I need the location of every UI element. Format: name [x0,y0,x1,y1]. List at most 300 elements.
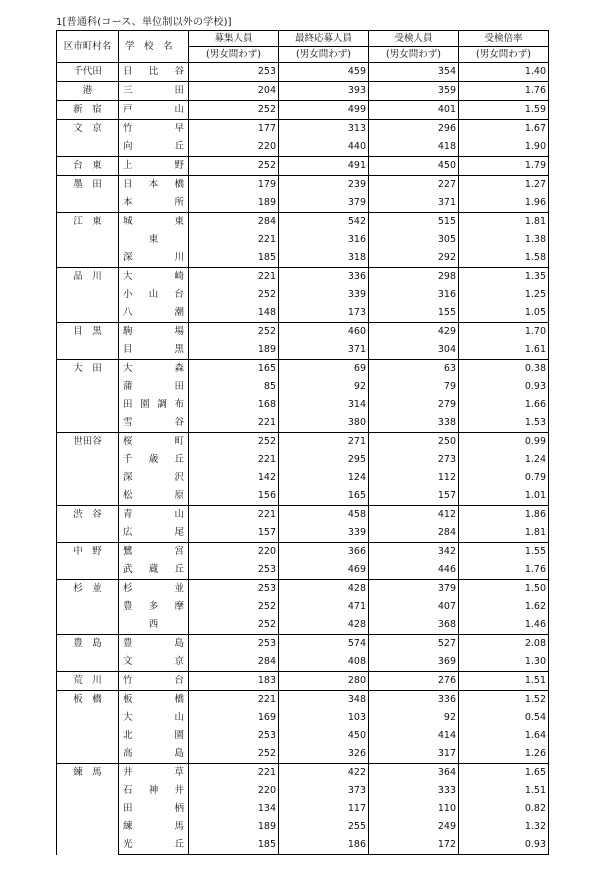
school-name [119,691,189,710]
school-name-char: 田 [123,803,133,814]
school-name-char: 山 [174,509,184,520]
ratio-cell: 1.38 [459,231,549,249]
school-name-char: 大 [123,363,133,374]
school-name-char: 町 [174,436,184,447]
applicants-cell: 393 [279,82,369,101]
applicants-cell: 186 [279,836,369,855]
capacity-cell: 165 [189,360,279,379]
ratio-cell: 1.51 [459,782,549,800]
ward-name: 世田谷 [57,433,119,506]
examinees-cell: 401 [369,101,459,120]
ratio-cell: 1.51 [459,672,549,691]
ratio-cell: 1.25 [459,286,549,304]
ratio-cell: 0.93 [459,378,549,396]
table-row [57,268,549,287]
examinees-cell: 292 [369,249,459,268]
school-name-char: 三 [123,85,133,96]
ratio-cell: 1.67 [459,120,549,139]
school-name [119,341,189,360]
examinees-cell: 317 [369,745,459,764]
applicants-cell: 239 [279,176,369,195]
school-name-char: 広 [123,527,133,538]
school-name-char: 山 [174,712,184,723]
ratio-cell: 1.62 [459,598,549,616]
applicants-cell: 574 [279,635,369,654]
examinees-cell: 250 [369,433,459,452]
school-name-char: 蔵 [148,564,159,575]
school-name [119,286,189,304]
capacity-cell: 185 [189,836,279,855]
school-name-char: 園 [140,399,150,410]
school-name-char: 西 [148,619,159,630]
school-name-char: 小 [123,289,133,300]
applicants-cell: 280 [279,672,369,691]
capacity-cell: 253 [189,561,279,580]
examinees-cell: 338 [369,414,459,433]
capacity-cell: 204 [189,82,279,101]
examinees-cell: 296 [369,120,459,139]
school-name-char: 丘 [174,839,184,850]
applicants-cell: 450 [279,727,369,745]
applicants-cell: 366 [279,543,369,562]
ratio-cell: 1.24 [459,451,549,469]
school-name-char: 桜 [123,436,133,447]
ratio-cell: 2.08 [459,635,549,654]
capacity-cell: 252 [189,433,279,452]
applicants-cell: 295 [279,451,369,469]
school-name [119,268,189,287]
examinees-cell: 515 [369,213,459,232]
school-name [119,396,189,414]
capacity-cell: 221 [189,231,279,249]
ratio-cell: 1.55 [459,543,549,562]
school-name [119,561,189,580]
table-row [57,635,549,654]
school-name-char: 森 [174,363,184,374]
school-name-char: 文 [123,656,133,667]
applicants-cell: 460 [279,323,369,342]
school-name [119,672,189,691]
ratio-cell: 1.53 [459,414,549,433]
school-name-char: 谷 [174,66,184,77]
capacity-cell: 183 [189,672,279,691]
school-name-char: 丘 [174,454,184,465]
capacity-cell: 253 [189,580,279,599]
school-name-char: 松 [123,490,133,501]
applicants-cell: 469 [279,561,369,580]
table-row [57,396,549,414]
ward-name: 目 黒 [57,323,119,360]
examinees-cell: 379 [369,580,459,599]
table-row [57,176,549,195]
applicants-cell: 255 [279,818,369,836]
examinees-cell: 273 [369,451,459,469]
capacity-cell: 134 [189,800,279,818]
school-name-char: 橋 [174,694,184,705]
school-name-char: 田 [123,399,133,410]
school-name-char: 日 [123,179,133,190]
ward-name: 品 川 [57,268,119,323]
school-name [119,249,189,268]
capacity-cell: 157 [189,524,279,543]
ratio-cell: 0.82 [459,800,549,818]
school-name-char: 島 [174,638,184,649]
capacity-cell: 221 [189,691,279,710]
examinees-cell: 157 [369,487,459,506]
capacity-cell: 252 [189,616,279,635]
school-name-char: 野 [174,160,184,171]
school-name-char: 竹 [123,675,133,686]
school-name-char: 雪 [123,417,133,428]
capacity-cell: 156 [189,487,279,506]
examinees-cell: 364 [369,764,459,783]
examinees-cell: 304 [369,341,459,360]
school-name [119,524,189,543]
capacity-cell: 284 [189,213,279,232]
examinees-cell: 368 [369,616,459,635]
header-capacity-sub: (男女問わず) [189,47,279,63]
examinees-cell: 112 [369,469,459,487]
school-name [119,487,189,506]
school-name-char: 大 [123,712,133,723]
capacity-cell: 252 [189,286,279,304]
school-name-char: 島 [174,748,184,759]
examinees-cell: 450 [369,157,459,176]
school-name-char: 井 [174,785,184,796]
examinees-cell: 359 [369,82,459,101]
school-name-char: 谷 [174,417,184,428]
capacity-cell: 253 [189,635,279,654]
table-row [57,451,549,469]
school-name-char: 日 [123,66,133,77]
school-name-char: 深 [123,472,133,483]
school-name [119,194,189,213]
applicants-cell: 117 [279,800,369,818]
applicants-cell: 173 [279,304,369,323]
school-name [119,157,189,176]
school-name-char: 戸 [123,104,133,115]
table-row [57,194,549,213]
capacity-cell: 189 [189,341,279,360]
table-row [57,120,549,139]
table-row [57,543,549,562]
school-name [119,213,189,232]
ratio-cell: 1.90 [459,138,549,157]
school-name-char: 上 [123,160,133,171]
applicants-cell: 103 [279,709,369,727]
school-name-char: 大 [123,271,133,282]
applicants-cell: 124 [279,469,369,487]
ratio-cell: 0.38 [459,360,549,379]
table-row [57,323,549,342]
applicants-cell: 326 [279,745,369,764]
table-row [57,691,549,710]
school-name [119,635,189,654]
applicants-cell: 336 [279,268,369,287]
capacity-cell: 221 [189,506,279,525]
capacity-cell: 220 [189,138,279,157]
table-body [57,63,549,855]
examinees-cell: 446 [369,561,459,580]
ratio-cell: 1.59 [459,101,549,120]
applicants-cell: 408 [279,653,369,672]
school-name-char: 光 [123,839,133,850]
applicants-cell: 428 [279,580,369,599]
header-examinees-sub: (男女問わず) [369,47,459,63]
ratio-cell: 0.99 [459,433,549,452]
applicants-cell: 92 [279,378,369,396]
ward-name: 杉 並 [57,580,119,635]
school-name [119,598,189,616]
capacity-cell: 253 [189,727,279,745]
ratio-cell: 1.40 [459,63,549,82]
table-header [57,31,549,63]
school-name-char: 台 [174,675,184,686]
table-row [57,616,549,635]
school-name [119,451,189,469]
table-row [57,82,549,101]
table-row [57,745,549,764]
school-name-char: 潮 [174,307,184,318]
school-name-char: 丘 [174,564,184,575]
table-row [57,249,549,268]
school-name-char: 向 [123,141,133,152]
school-name-char: 千 [123,454,133,465]
examinees-cell: 279 [369,396,459,414]
ratio-cell: 1.76 [459,561,549,580]
ratio-cell: 1.86 [459,506,549,525]
table-row [57,727,549,745]
school-name-char: 田 [174,85,184,96]
ratio-cell: 1.79 [459,157,549,176]
capacity-cell: 252 [189,323,279,342]
school-name-char: 崎 [174,271,184,282]
school-name [119,101,189,120]
school-name-char: 並 [174,583,184,594]
ratio-cell: 1.76 [459,82,549,101]
examinees-cell: 429 [369,323,459,342]
ratio-cell: 0.79 [459,469,549,487]
school-name [119,506,189,525]
table-row [57,213,549,232]
table-row [57,524,549,543]
examinees-cell: 305 [369,231,459,249]
examinees-cell: 369 [369,653,459,672]
school-name-char: 多 [148,601,159,612]
school-name-char: 川 [174,252,184,263]
applicants-cell: 471 [279,598,369,616]
table-row [57,836,549,855]
ward-name: 中 野 [57,543,119,580]
ratio-cell: 1.32 [459,818,549,836]
school-name [119,800,189,818]
table-row [57,580,549,599]
ward-name: 渋 谷 [57,506,119,543]
examinees-cell: 284 [369,524,459,543]
applicants-cell: 428 [279,616,369,635]
school-name [119,323,189,342]
table-row [57,653,549,672]
table-row [57,487,549,506]
capacity-cell: 284 [189,653,279,672]
school-name-char: 目 [123,344,133,355]
school-name-char: 神 [148,785,159,796]
capacity-cell: 252 [189,157,279,176]
school-name [119,138,189,157]
applicants-cell: 373 [279,782,369,800]
ward-name: 練 馬 [57,764,119,855]
school-name [119,304,189,323]
school-name [119,82,189,101]
school-name-char: 調 [157,399,167,410]
examinees-cell: 155 [369,304,459,323]
school-name-char: 場 [174,326,184,337]
applicants-cell: 271 [279,433,369,452]
applicants-cell: 69 [279,360,369,379]
school-name [119,414,189,433]
examinees-cell: 316 [369,286,459,304]
school-name [119,469,189,487]
school-name-char: 原 [174,490,184,501]
school-name-char: 東 [174,216,184,227]
applicants-cell: 440 [279,138,369,157]
ratio-cell: 1.27 [459,176,549,195]
table-row [57,672,549,691]
capacity-cell: 189 [189,194,279,213]
school-name [119,764,189,783]
table-row [57,598,549,616]
school-name [119,745,189,764]
table-caption: 1[普通科(コース、単位制以外の学校)] [56,17,232,28]
ward-name: 江 東 [57,213,119,268]
ratio-cell: 1.96 [459,194,549,213]
table-row [57,414,549,433]
table-row [57,286,549,304]
table-row [57,561,549,580]
school-name-char: 所 [174,197,184,208]
table-row [57,304,549,323]
capacity-cell: 252 [189,101,279,120]
school-name-char: 深 [123,252,133,263]
school-name-char: 練 [123,821,133,832]
ward-name: 墨 田 [57,176,119,213]
school-name [119,653,189,672]
school-name-char: 北 [123,730,133,741]
ratio-cell: 1.66 [459,396,549,414]
admissions-table [56,30,549,855]
school-name [119,360,189,379]
school-name-char: 柄 [174,803,184,814]
ward-name: 荒 川 [57,672,119,691]
examinees-cell: 336 [369,691,459,710]
header-applicants-sub: (男女問わず) [279,47,369,63]
school-name [119,580,189,599]
header-applicants: 最終応募人員 [279,31,369,47]
ratio-cell: 1.30 [459,653,549,672]
school-name [119,709,189,727]
applicants-cell: 318 [279,249,369,268]
school-name-char: 早 [174,123,184,134]
applicants-cell: 499 [279,101,369,120]
school-name [119,378,189,396]
ratio-cell: 1.58 [459,249,549,268]
ward-name: 文 京 [57,120,119,157]
examinees-cell: 342 [369,543,459,562]
ratio-cell: 0.54 [459,709,549,727]
school-name [119,616,189,635]
examinees-cell: 276 [369,672,459,691]
table-row [57,157,549,176]
table-row [57,469,549,487]
school-name [119,63,189,82]
school-name-char: 武 [123,564,133,575]
ratio-cell: 1.46 [459,616,549,635]
examinees-cell: 92 [369,709,459,727]
applicants-cell: 458 [279,506,369,525]
school-name-char: 尾 [174,527,184,538]
ratio-cell: 1.35 [459,268,549,287]
applicants-cell: 165 [279,487,369,506]
applicants-cell: 339 [279,286,369,304]
capacity-cell: 220 [189,543,279,562]
school-name-char: 東 [148,234,159,245]
header-ward: 区市町村名 [57,31,119,63]
examinees-cell: 407 [369,598,459,616]
table-row [57,709,549,727]
school-name-char: 井 [123,767,133,778]
ward-name: 板 橋 [57,691,119,764]
examinees-cell: 227 [369,176,459,195]
school-name-char: 宮 [174,546,184,557]
ward-name: 台 東 [57,157,119,176]
school-name-char: 沢 [174,472,184,483]
capacity-cell: 148 [189,304,279,323]
ratio-cell: 1.61 [459,341,549,360]
table-row [57,101,549,120]
examinees-cell: 249 [369,818,459,836]
school-name-char: 比 [148,66,159,77]
examinees-cell: 333 [369,782,459,800]
school-name-char: 本 [123,197,133,208]
table-row [57,506,549,525]
table-row [57,138,549,157]
school-name-char: 山 [148,289,159,300]
applicants-cell: 491 [279,157,369,176]
applicants-cell: 371 [279,341,369,360]
capacity-cell: 221 [189,414,279,433]
school-name-char: 蒲 [123,381,133,392]
school-name-char: 杉 [123,583,133,594]
school-name-char: 橋 [174,179,184,190]
school-name-char: 園 [174,730,184,741]
capacity-cell: 220 [189,782,279,800]
school-name [119,176,189,195]
examinees-cell: 418 [369,138,459,157]
capacity-cell: 221 [189,451,279,469]
ward-name: 豊 島 [57,635,119,672]
school-name [119,836,189,855]
ratio-cell: 1.01 [459,487,549,506]
table-row [57,782,549,800]
ward-name: 大 田 [57,360,119,433]
ratio-cell: 1.50 [459,580,549,599]
table-row [57,63,549,82]
ward-name: 千代田 [57,63,119,82]
capacity-cell: 221 [189,764,279,783]
capacity-cell: 179 [189,176,279,195]
school-name-char: 豊 [123,601,133,612]
table-row [57,764,549,783]
